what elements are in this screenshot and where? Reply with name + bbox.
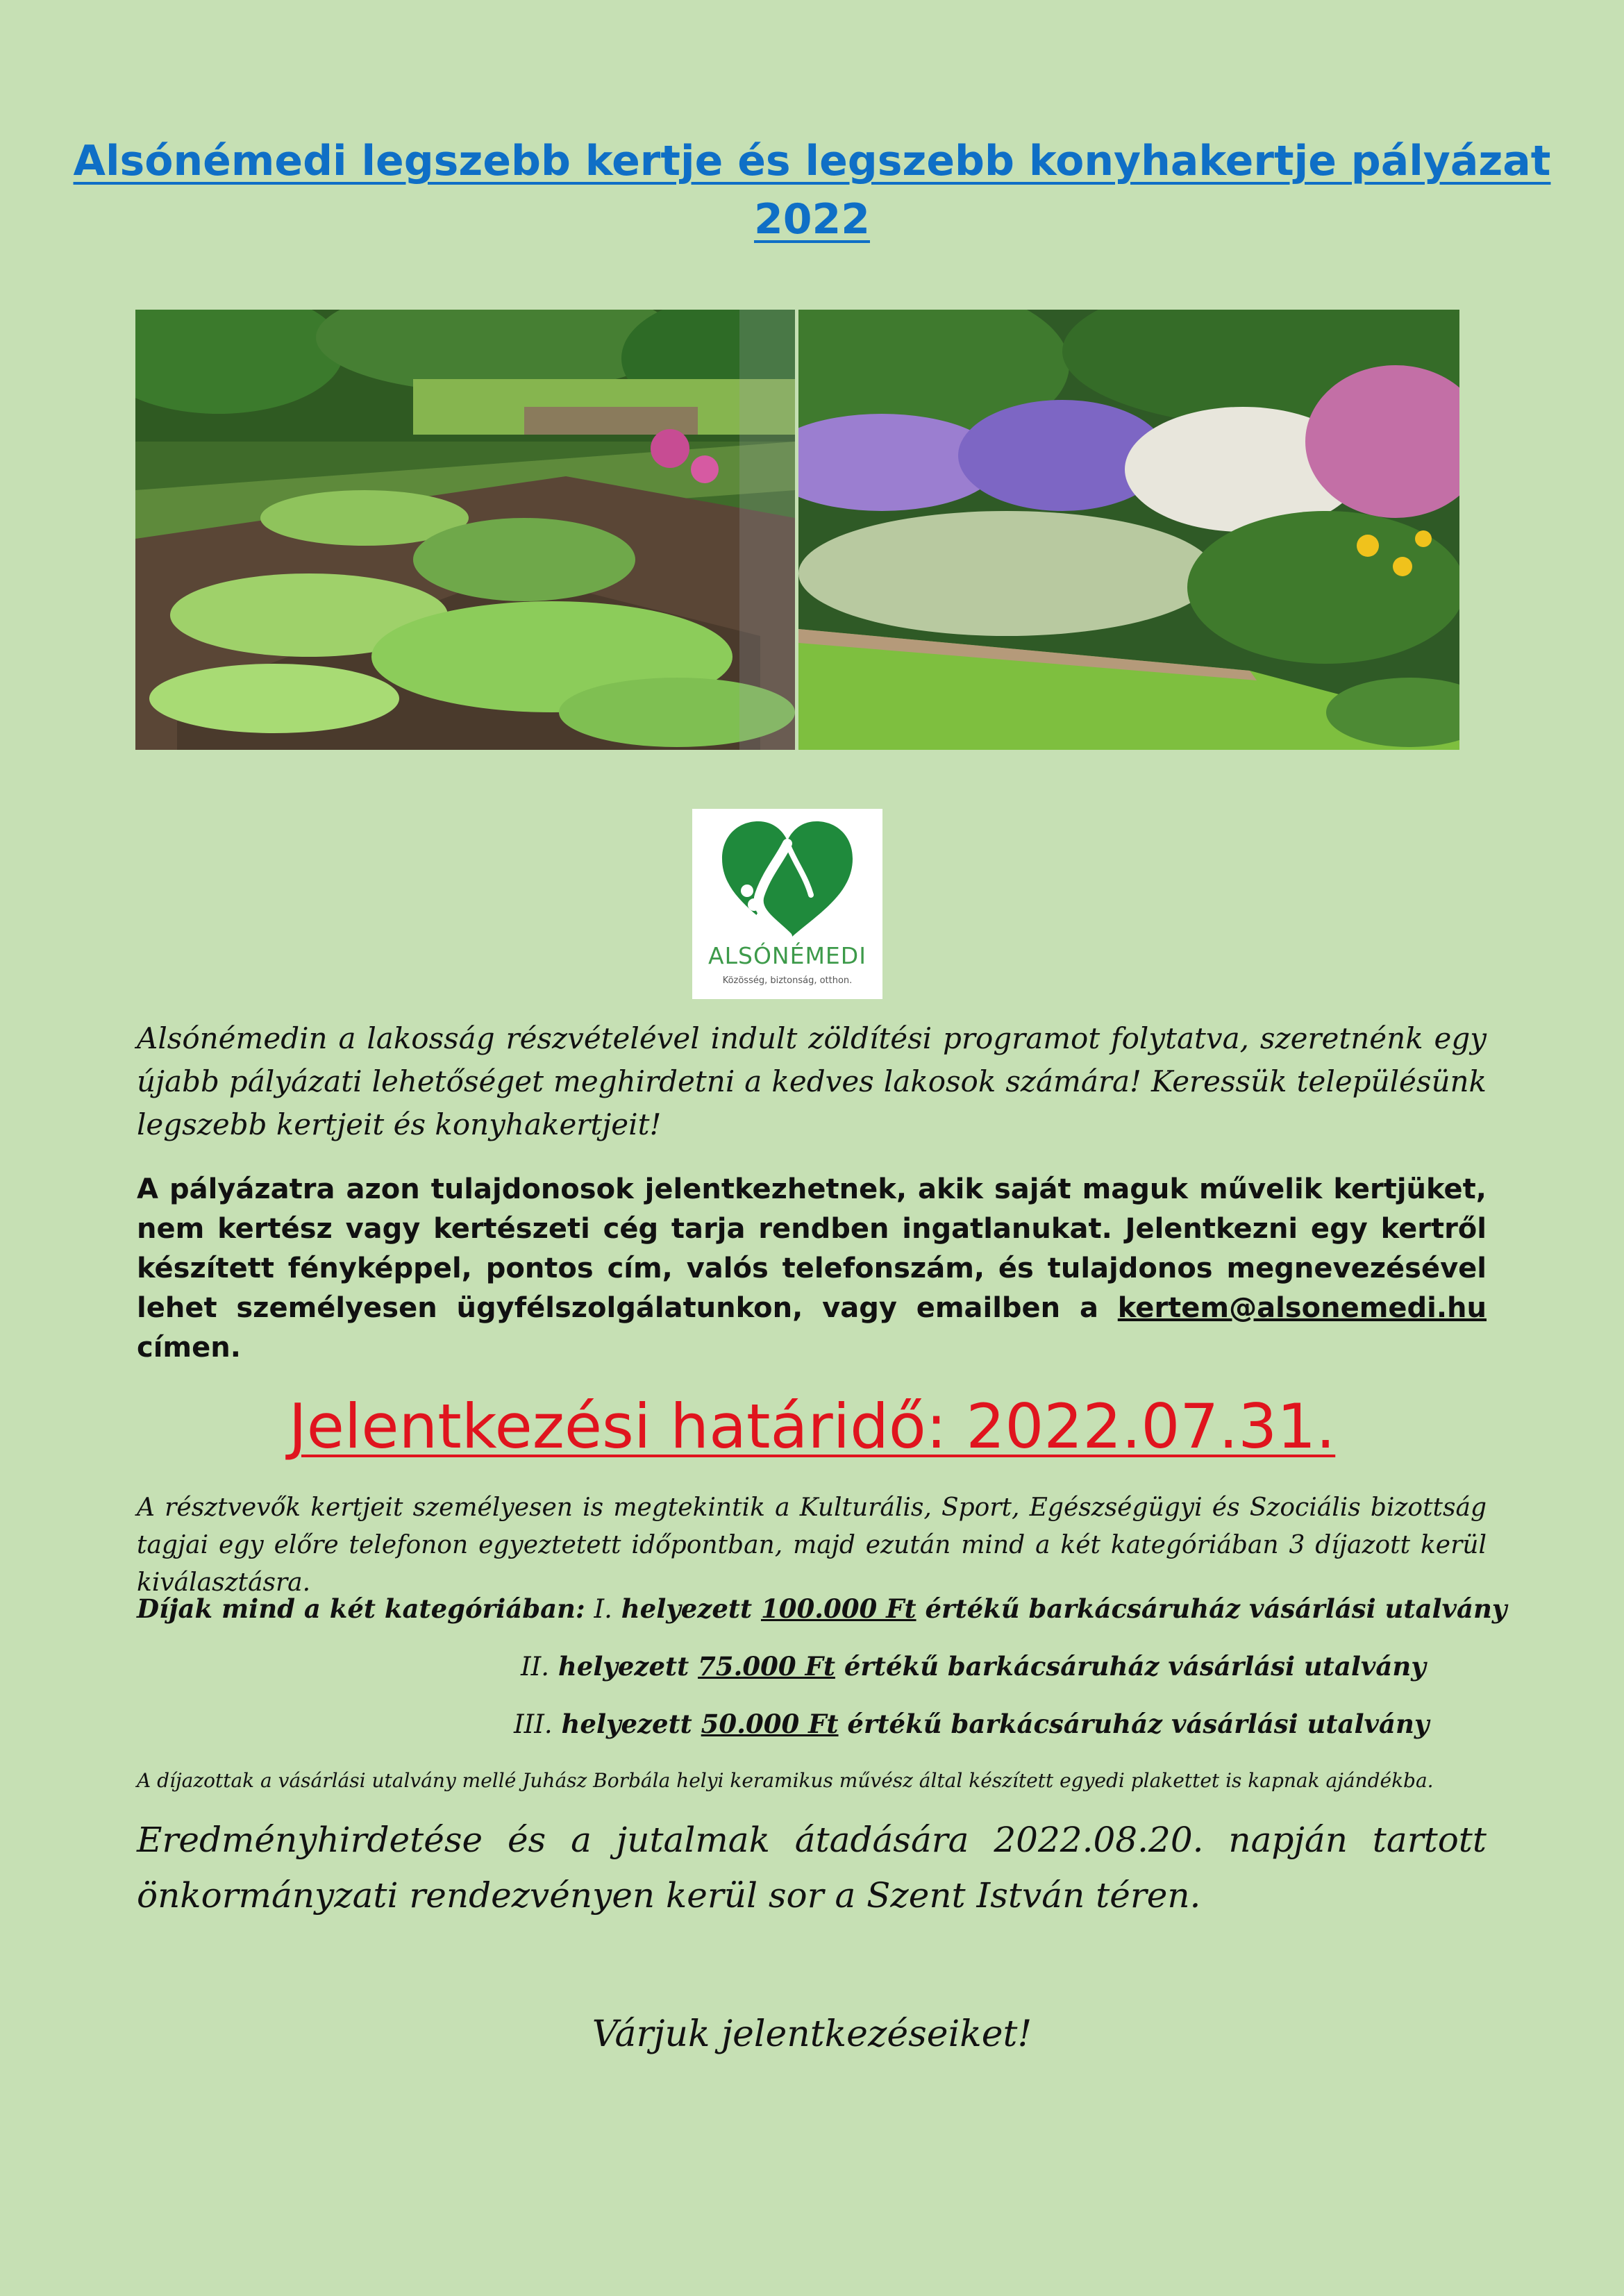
title-line-1: Alsónémedi legszebb kertje és legszebb konyhakertje pályázat (73, 137, 1551, 185)
flower-garden-photo (798, 310, 1459, 750)
results-paragraph: Eredményhirdetése és a jutalmak átadására 2022.08.20. napján tartott önkormányzati rendezvényen kerül sor a Szent István téren. (137, 1820, 1487, 1916)
prize-amount: 75.000 Ft (698, 1651, 835, 1682)
title-line-2: 2022 (754, 195, 870, 244)
flower-garden-illustration (798, 310, 1459, 750)
prize-rank: II. (521, 1652, 549, 1682)
visit-paragraph: A résztvevők kertjeit személyesen is megtekintik a Kulturális, Sport, Egészségügyi és Szociális bizottság tagjai egy előre telefonon egyeztetett időpontban, majd ezután mind a két kategóriában 3 díjazott kerül kiválasztásra. (137, 1493, 1487, 1597)
prize-rank: III. (514, 1709, 553, 1739)
rules-suffix: címen. (137, 1332, 241, 1364)
prize-rank: I. (594, 1594, 612, 1624)
alsonemedi-logo (692, 809, 882, 999)
prize-lead: Díjak mind a két kategóriában: (137, 1593, 585, 1624)
prize-desc: értékű barkácsáruház vásárlási utalvány (847, 1709, 1430, 1739)
closing-line: Várjuk jelentkezéseiket! (592, 2013, 1032, 2055)
prize-label: helyezett (561, 1709, 692, 1739)
rules-paragraph (137, 1170, 1487, 1368)
intro-paragraph: Alsónémedin a lakosság részvételével indult zöldítési programot folytatva, szeretnénk egy újabb pályázati lehetőséget meghirdetni a kedves lakosok számára! Keressük településünk legszebb kertjeit és konyhakertjeit! (137, 1021, 1487, 1141)
vegetable-garden-illustration (135, 310, 795, 750)
deadline-heading: Jelentkezési határidő: 2022.07.31. (288, 1391, 1336, 1462)
page-title (0, 132, 1624, 249)
plaque-note: A díjazottak a vásárlási utalvány mellé Juhász Borbála helyi keramikus művész által készített egyedi plakettet is kapnak ajándékba. (137, 1769, 1434, 1792)
prize-desc: értékű barkácsáruház vásárlási utalvány (925, 1593, 1507, 1624)
prize-amount: 100.000 Ft (760, 1593, 916, 1624)
logo-text: ALSÓNÉMEDI (708, 942, 867, 969)
prize-label: helyezett (558, 1651, 689, 1682)
prize-label: helyezett (621, 1593, 753, 1624)
prize-third (514, 1707, 1429, 1742)
heart-icon (718, 819, 857, 942)
prize-first (137, 1591, 1507, 1627)
logo-tagline: Közösség, biztonság, otthon. (722, 975, 853, 986)
prize-amount: 50.000 Ft (701, 1709, 839, 1739)
email-link[interactable]: kertem@alsonemedi.hu (1117, 1292, 1487, 1324)
vegetable-garden-photo (135, 310, 795, 750)
prize-desc: értékű barkácsáruház vásárlási utalvány (844, 1651, 1426, 1682)
rules-text: A pályázatra azon tulajdonosok jelentkezhetnek, akik saját maguk művelik kertjüket, nem kertész vagy kertészeti cég tarja rendben ingatlanukat. Jelentkezni egy kertről készített fényképpel, pontos cím, valós telefonszám, és tulajdonos megnevezésével lehet személyesen ügyfélszolgálatunkon, vagy emailben a (137, 1173, 1487, 1324)
prize-second (521, 1649, 1426, 1684)
